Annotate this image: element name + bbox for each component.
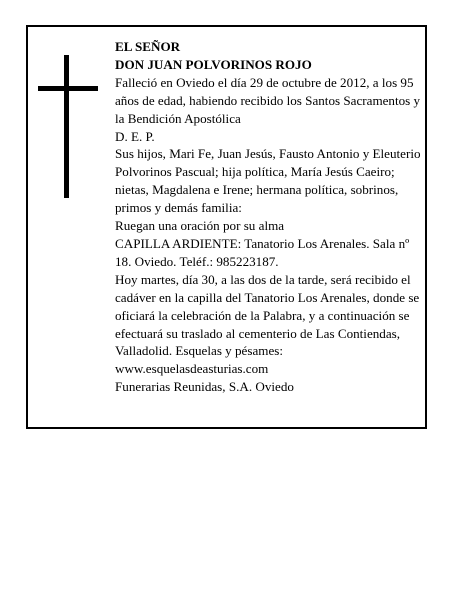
death-statement: Falleció en Oviedo el día 29 de octubre de 2012, a los 95 años de edad, habiendo recibido los Santos Sacramentos y la Bendición Apostólica	[115, 74, 421, 126]
family-list: Sus hijos, Mari Fe, Juan Jesús, Fausto Antonio y Eleuterio Polvorinos Pascual; hija política, María Jesús Caeiro; nietas, Magdalena e Irene; hermana política, sobrinos, primos y demás familia:	[115, 146, 421, 216]
website: www.esquelasdeasturias.com	[115, 361, 269, 377]
service-info: Hoy martes, día 30, a las dos de la tarde, será recibido el cadáver en la capilla del Tanatorio Los Arenales, donde se oficiará la celebración de la Palabra, y a continuación se efectuará su traslado al cementerio de Las Contiendas, Valladolid. Esquelas y pésames:	[115, 271, 420, 359]
obituary-heading: EL SEÑOR	[115, 39, 181, 54]
cross-icon	[38, 55, 98, 198]
rest-in-peace: D. E. P.	[115, 128, 155, 144]
chapel-info: CAPILLA ARDIENTE: Tanatorio Los Arenales. Sala nº 18. Oviedo. Teléf.: 985223187.	[115, 235, 410, 269]
deceased-name: DON JUAN POLVORINOS ROJO	[115, 56, 312, 72]
obituary-text	[115, 38, 425, 396]
cross-horizontal-bar	[38, 86, 98, 91]
cross-vertical-bar	[64, 55, 69, 198]
funeral-home: Funerarias Reunidas, S.A. Oviedo	[115, 379, 294, 395]
obituary-notice	[26, 25, 427, 429]
prayer-request: Ruegan una oración por su alma	[115, 218, 285, 234]
